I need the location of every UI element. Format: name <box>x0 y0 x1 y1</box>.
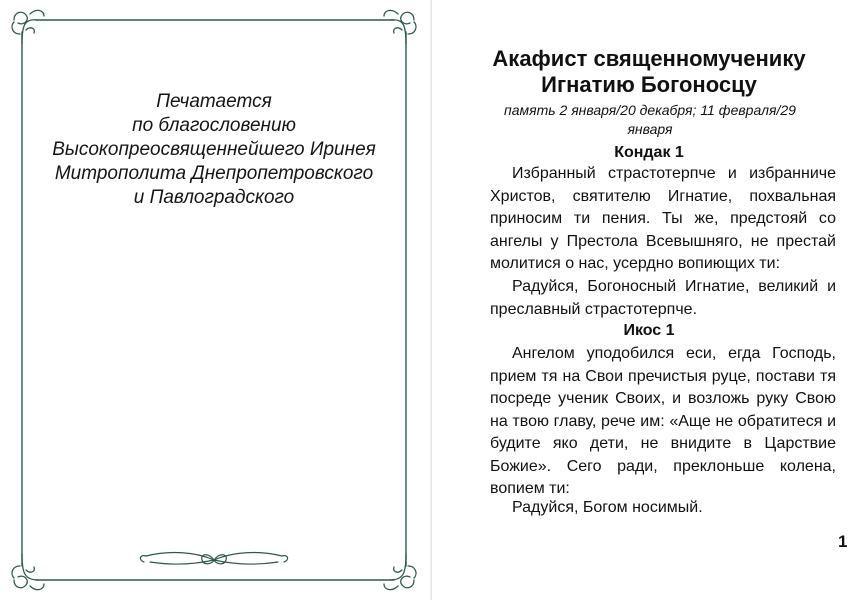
akathist-title <box>446 46 852 98</box>
kontakion-heading: Кондак 1 <box>614 144 684 161</box>
commemoration-dates: память 2 января/20 декабря; 11 февраля/29 января <box>504 102 796 137</box>
corner-ornament-top-right <box>384 10 416 44</box>
ikos-refrain: Радуйся, Богом носимый. <box>512 499 703 516</box>
ikos-text: Ангелом уподобился еси, егда Господь, прием тя на Свои пречистыя руце, постави тя посреде ученик Своих, и возложь руку Свою на твою главу, рече им: «Аще не обратитеся и будите яко дети, не внидите в Царствие Божие». Сего ради, преклоньше колена, вопием ти: <box>490 345 836 497</box>
kontakion-text: Избранный страстотерпче и избранниче Христов, святителю Игнатие, похвальная приносим ти пения. Ты же, предстояй со ангелы у Престола Всевышняго, не престай молитися о нас, усердно вопиющих ти: <box>490 165 836 272</box>
title-line: Акафист священномученику <box>492 46 806 71</box>
right-page <box>432 0 866 600</box>
page-number: 1 <box>838 532 848 551</box>
blessing-line: Печатается <box>156 91 272 112</box>
left-page <box>0 0 432 600</box>
blessing-line: и Павлоградского <box>133 187 295 208</box>
bottom-scroll-ornament <box>140 553 287 565</box>
corner-ornament-bottom-left <box>12 554 44 590</box>
corner-ornament-bottom-right <box>384 554 416 590</box>
title-line: Игнатию Богоносцу <box>541 72 757 97</box>
blessing-line: Высокопреосвященнейшего Иринея <box>52 139 376 160</box>
ikos-heading: Икос 1 <box>623 322 675 339</box>
corner-ornament-top-left <box>12 10 44 44</box>
blessing-line: Митрополита Днепропетровского <box>54 163 374 184</box>
blessing-line: по благословению <box>132 115 296 136</box>
kontakion-refrain: Радуйся, Богоносный Игнатие, великий и преславный страстотерпче. <box>490 278 836 318</box>
blessing-text <box>40 90 388 210</box>
